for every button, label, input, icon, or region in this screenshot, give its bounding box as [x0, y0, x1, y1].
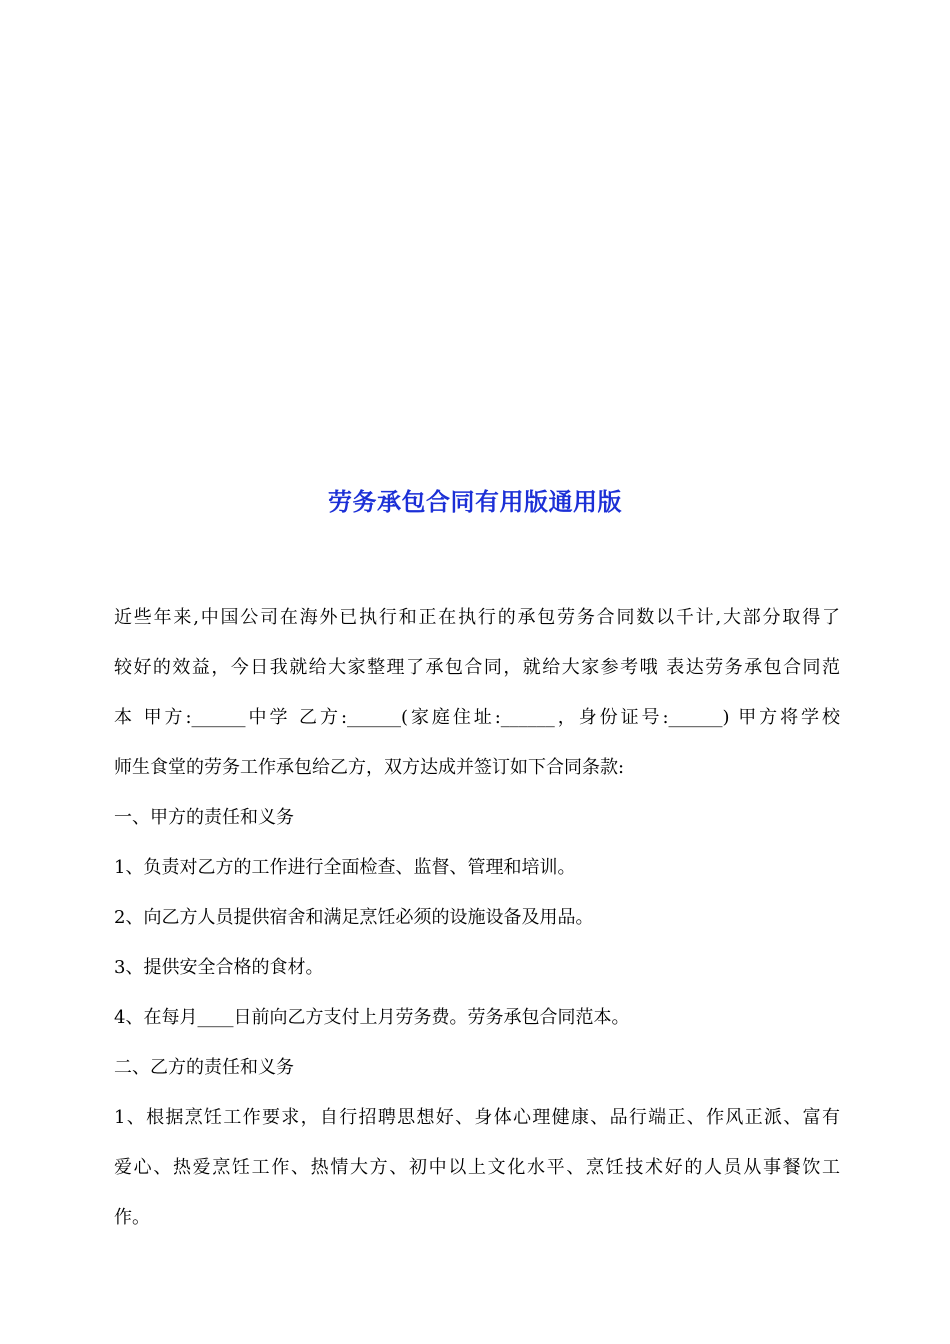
- list-item: 1、负责对乙方的工作进行全面检查、监督、管理和培训。: [114, 857, 576, 878]
- list-item: 1、根据烹饪工作要求，自行招聘思想好、身体心理健康、品行端正、作风正派、富有: [114, 1107, 840, 1128]
- list-item-continuation: 作。: [114, 1207, 150, 1228]
- paragraph-line: 本 甲方:______中学 乙方:______(家庭住址:______，身份证号:______) 甲方将学校: [114, 707, 840, 728]
- paragraph-line: 较好的效益，今日我就给大家整理了承包合同，就给大家参考哦 表达劳务承包合同范: [114, 657, 840, 678]
- section-heading: 一、甲方的责任和义务: [114, 807, 294, 828]
- section-heading: 二、乙方的责任和义务: [114, 1057, 294, 1078]
- list-item: 4、在每月____日前向乙方支付上月劳务费。劳务承包合同范本。: [114, 1007, 630, 1028]
- document-title: 劳务承包合同有用版通用版: [328, 488, 622, 516]
- list-item: 2、向乙方人员提供宿舍和满足烹饪必须的设施设备及用品。: [114, 907, 594, 928]
- document-body: [114, 598, 840, 1248]
- list-item-continuation: 爱心、热爱烹饪工作、热情大方、初中以上文化水平、烹饪技术好的人员从事餐饮工: [114, 1157, 840, 1178]
- list-item: 3、提供安全合格的食材。: [114, 957, 324, 978]
- paragraph-line: 师生食堂的劳务工作承包给乙方，双方达成并签订如下合同条款:: [114, 757, 625, 778]
- paragraph-line: 近些年来,中国公司在海外已执行和正在执行的承包劳务合同数以千计,大部分取得了: [114, 607, 840, 628]
